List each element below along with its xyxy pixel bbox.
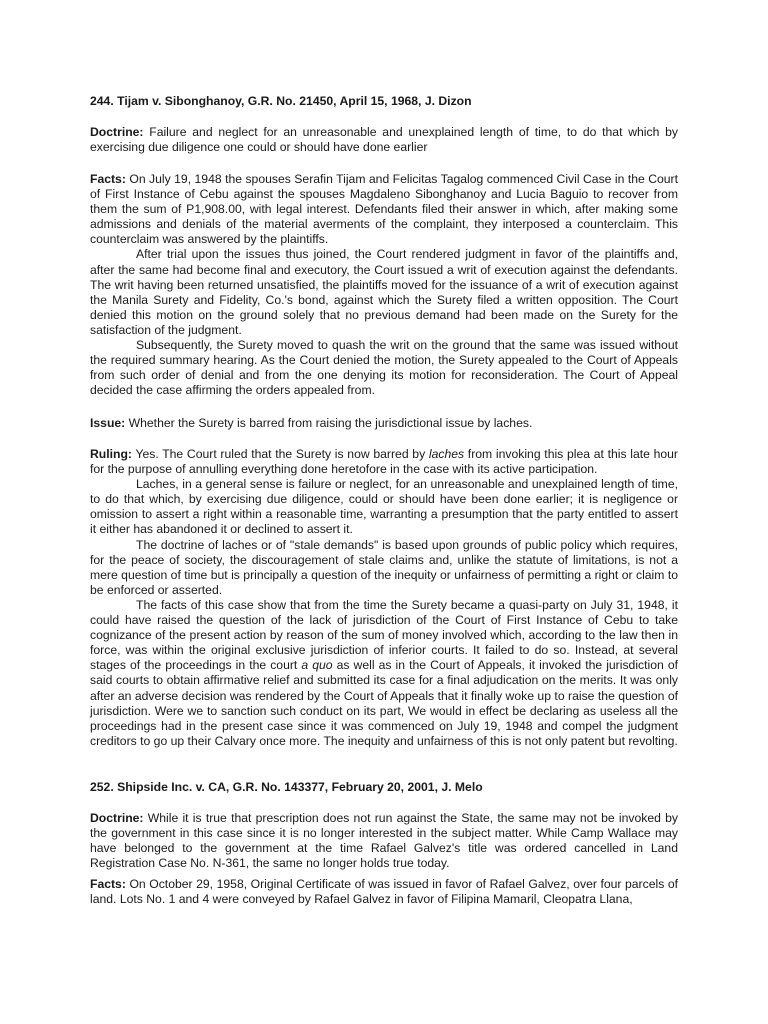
facts-paragraph-2: After trial upon the issues thus joined, the Court rendered judgment in favor of the plaintiffs and, after the same had become final and executory, the Court issued a writ of execution against the defendants. The writ having been returned unsatisfied, the plaintiffs moved for the issuance of a writ of execution against the Manila Surety and Fidelity, Co.'s bond, against which the Surety filed a written opposition. The Court denied this motion on the ground solely that no previous demand had been made on the Surety for the satisfaction of the judgment. [90, 247, 678, 337]
ruling-paragraph-4 [90, 598, 678, 749]
facts-paragraph-252 [90, 877, 678, 907]
ruling-label: Ruling: [90, 447, 132, 461]
facts-paragraph-3: Subsequently, the Surety moved to quash the writ on the ground that the same was issued without the required summary hearing. As the Court denied the motion, the Surety appealed to the Court of Appeals from such order of denial and from the one denying its motion for reconsideration. The Court of Appeal decided the case affirming the orders appealed from. [90, 338, 678, 398]
issue-label: Issue: [90, 416, 126, 430]
doctrine-paragraph-244 [90, 125, 678, 155]
facts-label-252: Facts: [90, 877, 126, 891]
doctrine-label: Doctrine: [90, 125, 144, 139]
facts-section-244 [90, 172, 678, 398]
ruling-text-b: from invoking this plea at this late hour for the purpose of annulling everything done heretofore in the case with its active participation. [90, 447, 678, 477]
ruling-emphasis: laches [428, 447, 465, 461]
ruling-text-a: Yes. The Court ruled that the Surety is now barred by [131, 447, 429, 461]
ruling-paragraph-2: Laches, in a general sense is failure or neglect, for an unreasonable and unexplained length of time, to do that which, by exercising due diligence, could or should have been done earlier; it is negligence or omission to assert a right within a reasonable time, warranting a presumption that the party entitled to assert it either has abandoned it or declined to assert it. [90, 477, 678, 537]
facts-label: Facts: [90, 172, 126, 186]
ruling-p4-text-a: The facts of this case show that from the time the Surety became a quasi-party on July 31, 1948, it could have raised the question of the lack of jurisdiction of the Court of First Instance of Cebu to take cognizance of the present action by reason of the sum of money involved which, according to the law then in force, was within the original exclusive jurisdiction of inferior courts. It failed to do so. Instead, at several stages of the proceedings in the court [90, 597, 678, 673]
issue-paragraph-244 [90, 416, 678, 431]
facts-text-252: On October 29, 1958, Original Certificate of was issued in favor of Rafael Galvez, over four parcels of land. Lots No. 1 and 4 were conveyed by Rafael Galvez in favor of Filipina Mamaril, Cleopatra Llana, [90, 877, 678, 907]
doctrine-label-252: Doctrine: [90, 811, 144, 825]
doctrine-text: Failure and neglect for an unreasonable and unexplained length of time, to do that which by exercising due diligence one could or should have done earlier [90, 125, 678, 155]
issue-text: Whether the Surety is barred from raising the jurisdictional issue by laches. [125, 416, 533, 430]
ruling-section-244 [90, 447, 678, 749]
ruling-paragraph-1 [90, 447, 678, 477]
ruling-p4-emphasis: a quo [301, 658, 333, 673]
ruling-paragraph-3: The doctrine of laches or of "stale demands" is based upon grounds of public policy which requires, for the peace of society, the discouragement of stale claims and, unlike the statute of limitations, is not a mere question of time but is principally a question of the inequity or unfairness of permitting a right or claim to be enforced or asserted. [90, 537, 678, 597]
facts-text: On July 19, 1948 the spouses Serafin Tijam and Felicitas Tagalog commenced Civil Case in the Court of First Instance of Cebu against the spouses Magdaleno Sibonghanoy and Lucia Baguio to recover from them the sum of P1,908.00, with legal interest. Defendants filed their answer in which, after making some admissions and denials of the material averments of the complaint, they interposed a counterclaim. This counterclaim was answered by the plaintiffs. [90, 172, 678, 247]
ruling-p4-text-b: as well as in the Court of Appeals, it invoked the jurisdiction of said courts to obtain affirmative relief and submitted its case for a final adjudication on the merits. It was only after an adverse decision was rendered by the Court of Appeals that it finally woke up to raise the question of jurisdiction. Were we to sanction such conduct on its part, We would in effect be declaring as useless all the proceedings had in the present case since it was commenced on July 19, 1948 and compel the judgment creditors to go up their Calvary once more. The inequity and unfairness of this is not only patent but revolting. [90, 658, 679, 748]
case-title-244: 244. Tijam v. Sibonghanoy, G.R. No. 21450, April 15, 1968, J. Dizon [90, 94, 472, 108]
doctrine-text-252: While it is true that prescription does not run against the State, the same may not be invoked by the government in this case since it is no longer interested in the subject matter. While Camp Wallace may have belonged to the government at the time Rafael Galvez's title was ordered cancelled in Land Registration Case No. N-361, the same no longer holds true today. [90, 811, 678, 871]
doctrine-paragraph-252 [90, 811, 678, 871]
case-title-252: 252. Shipside Inc. v. CA, G.R. No. 143377, February 20, 2001, J. Melo [90, 780, 483, 794]
facts-paragraph-1 [90, 172, 678, 247]
